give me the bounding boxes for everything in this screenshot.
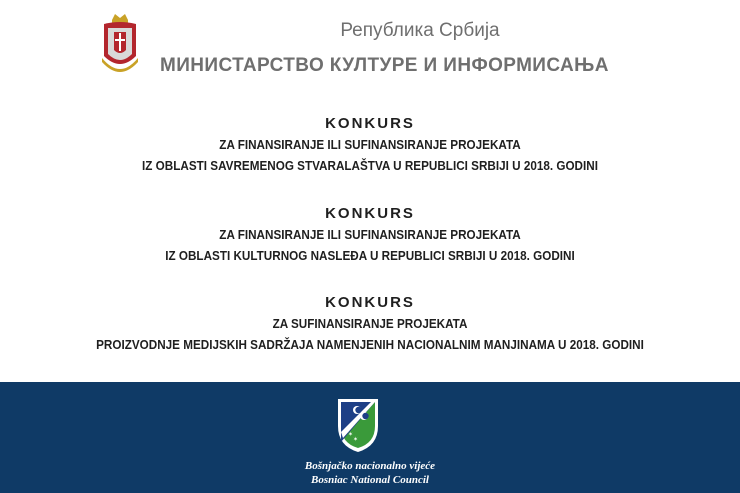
call-block-3 [0,292,740,355]
call-line-2: PROIZVODNJE MEDIJSKIH SADRŽAJA NAMENJENIH NACIONALNIM MANJINAMA U 2018. GODINI [96,337,644,352]
header [0,0,740,96]
council-name-local: Bošnjačko nacionalno vijeće [304,460,436,472]
call-line-2: IZ OBLASTI KULTURNOG NASLEĐA U REPUBLICI SRBIJI U 2018. GODINI [165,248,575,263]
call-line-1: ZA FINANSIRANJE ILI SUFINANSIRANJE PROJEKATA [219,227,521,242]
footer-banner [0,382,740,493]
call-line-1: ZA FINANSIRANJE ILI SUFINANSIRANJE PROJEKATA [219,137,521,152]
svg-text:✶: ✶ [348,431,354,438]
council-name-english: Bosniac National Council [311,474,429,486]
call-block-1 [0,113,740,176]
svg-text:✶: ✶ [353,436,359,443]
call-heading: KONKURS [325,115,415,132]
call-heading: KONKURS [325,205,415,222]
call-line-2: IZ OBLASTI SAVREMENOG STVARALAŠTVA U REPUBLICI SRBIJI U 2018. GODINI [142,158,598,173]
call-line-1: ZA SUFINANSIRANJE PROJEKATA [272,316,468,331]
republic-title: Република Србија [340,20,500,41]
call-block-2 [0,203,740,266]
bosniak-flag-emblem-icon [335,396,381,454]
ministry-title: МИНИСТАРСТВО КУЛТУРЕ И ИНФОРМИСАЊА [160,55,609,76]
serbian-coat-of-arms-icon [100,10,140,82]
call-heading: KONKURS [325,294,415,311]
